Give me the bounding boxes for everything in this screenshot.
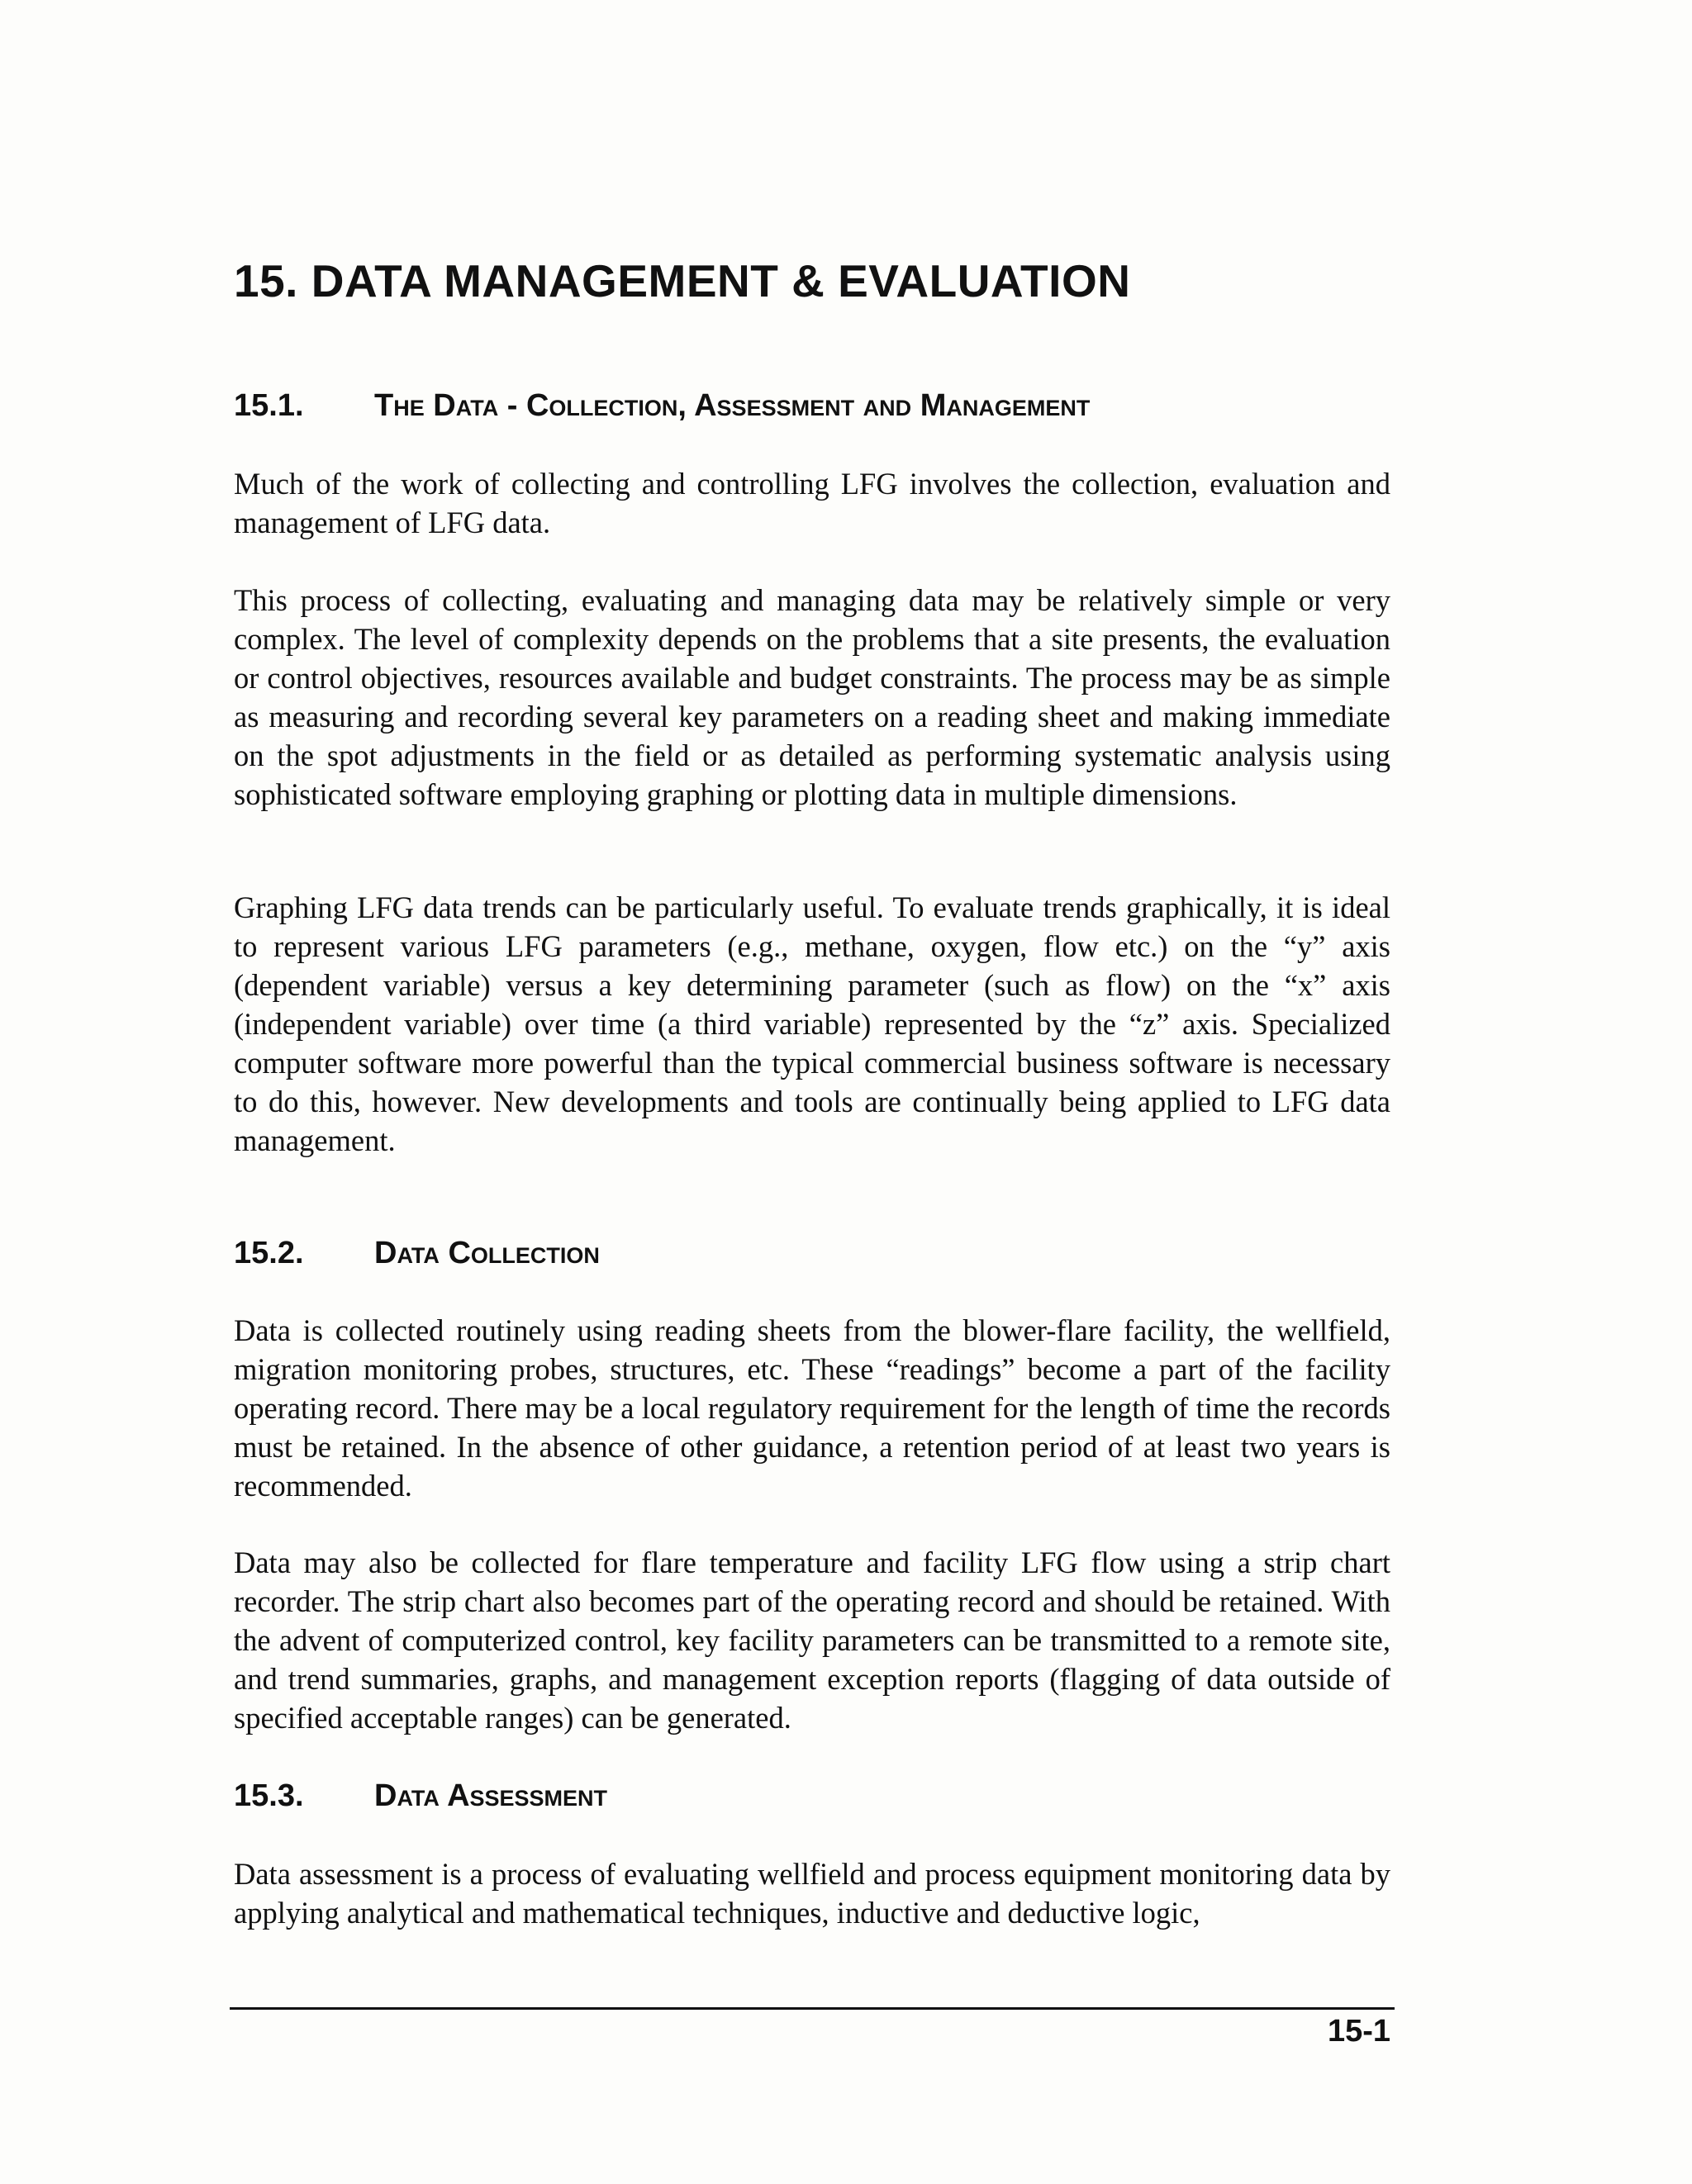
chapter-title: 15. DATA MANAGEMENT & EVALUATION <box>234 255 1131 306</box>
section-title: Data Assessment <box>374 1778 608 1813</box>
paragraph: Data is collected routinely using reading sheets from the blower-flare facility, the wellfield, migration monitoring probes, structures, etc. These “readings” become a part of the facility operating record. There may be a local regulatory requirement for the length of time the records must be retained. In the absence of other guidance, a retention period of at least two years is recommended. <box>234 1313 1390 1503</box>
footer-rule <box>230 2007 1395 2010</box>
paragraph: This process of collecting, evaluating and managing data may be relatively simple or very complex. The level of complexity depends on the problems that a site presents, the evaluation or control objectives, resources available and budget constraints. The process may be as simple as measuring and recording several key parameters on a reading sheet and making immediate on the spot adjustments in the field or as detailed as performing systematic analysis using sophisticated software employing graphing or plotting data in multiple dimensions. <box>234 583 1390 811</box>
section-number: 15.3. <box>234 1778 304 1813</box>
section-heading-15-3 <box>234 1778 607 1814</box>
paragraph: Much of the work of collecting and controlling LFG involves the collection, evaluation and management of LFG data. <box>234 467 1390 539</box>
paragraph: Graphing LFG data trends can be particularly useful. To evaluate trends graphically, it is ideal to represent various LFG parameters (e.g., methane, oxygen, flow etc.) on the “y” axis (dependent variable) versus a key determining parameter (such as flow) on the “x” axis (independent variable) over time (a third variable) represented by the “z” axis. Specialized computer software more powerful than the typical commercial business software is necessary to do this, however. New developments and tools are continually being applied to LFG data management. <box>234 890 1390 1157</box>
paragraph: Data assessment is a process of evaluating wellfield and process equipment monitoring data by applying analytical and mathematical techniques, inductive and deductive logic, <box>234 1857 1390 1930</box>
section-heading-15-1 <box>234 388 1090 424</box>
paragraph: Data may also be collected for flare temperature and facility LFG flow using a strip chart recorder. The strip chart also becomes part of the operating record and should be retained. With the advent of computerized control, key facility parameters can be transmitted to a remote site, and trend summaries, graphs, and management exception reports (flagging of data outside of specified acceptable ranges) can be generated. <box>234 1545 1390 1735</box>
section-title: Data Collection <box>374 1236 600 1270</box>
page-number: 15-1 <box>1327 2014 1390 2049</box>
section-title: The Data - Collection, Assessment and Management <box>374 388 1091 423</box>
section-heading-15-2 <box>234 1236 600 1271</box>
section-number: 15.2. <box>234 1236 304 1270</box>
section-number: 15.1. <box>234 388 304 423</box>
